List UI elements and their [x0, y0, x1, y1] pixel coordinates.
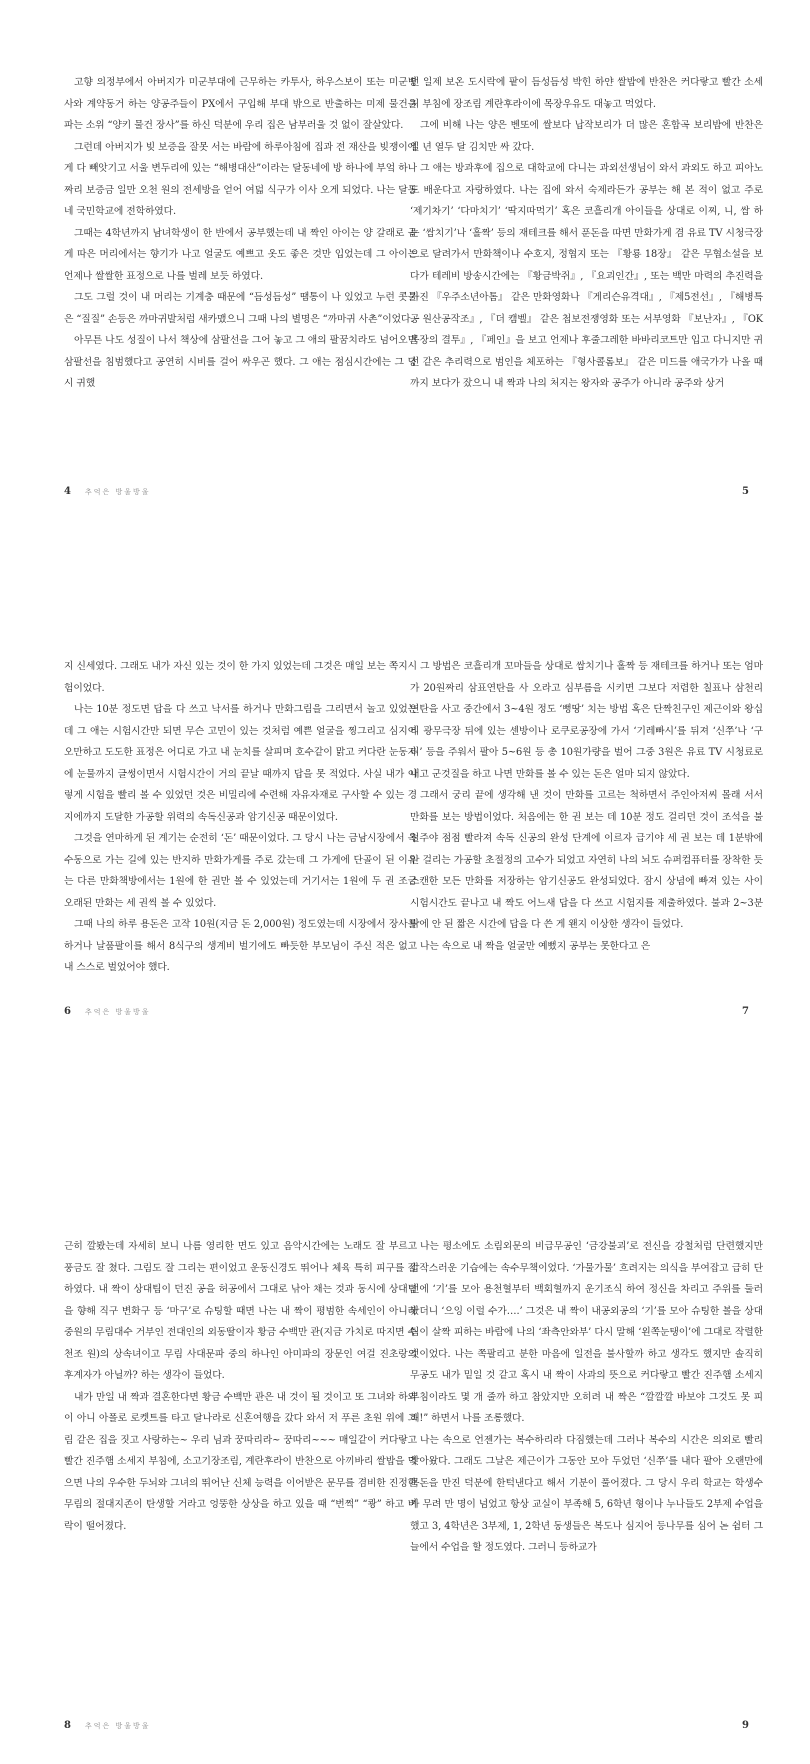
paragraph: 나는 10분 정도면 답을 다 쓰고 낙서를 하거나 만화그림을 그리면서 놀고 있었는데 그 애는 시험시간만 되면 무슨 고민이 있는 것처럼 예쁜 얼굴을 찡그리고 심지어 오만하고 도도한 표정은 어디로 가고 내 눈치를 살피며 호수같이 맑고 커다란 눈동자에 눈물까지 글썽이면서 시험시간이 거의 끝날 때까지 답을 못 적었다. 사실 내가 이렇게 시험을 빨리 볼 수 있었던 것은 비밀리에 수련해 자유자재로 구사할 수 있는 경지에까지 도달한 가공할 위력의 속독신공과 암기신공 때문이었다. — [64, 704, 417, 823]
page-4 — [64, 72, 417, 395]
paragraph: 지 신세였다. 그래도 내가 자신 있는 것이 한 가지 있었는데 그것은 매일 보는 쪽지시험이었다. — [64, 661, 417, 694]
paragraph: 그때 나의 하루 용돈은 고작 10원(지금 돈 2,000원) 정도였는데 시장에서 장사를 하거나 날품팔이를 해서 8식구의 생계비 벌기에도 빠듯한 부모님이 주신 적은 없고 내 스스로 벌었어야 했다. — [64, 919, 417, 973]
page-footer-5 — [742, 486, 749, 497]
running-title: 추억은 방울방울 — [84, 1008, 151, 1016]
paragraph: 던 일제 보온 도시락에 팥이 듬성듬성 박힌 하얀 쌀밥에 반찬은 커다랗고 빨간 소세지 부침에 장조림 계란후라이에 목장우유도 대놓고 먹었다. — [410, 77, 763, 110]
page-footer-6 — [64, 1006, 151, 1017]
page-number: 9 — [742, 1720, 749, 1731]
paragraph: 내가 만일 내 짝과 결혼한다면 황금 수백만 관은 내 것이 될 것이고 또 그녀와 하와이 아니 아폴로 로켓트를 타고 달나라로 신혼여행을 갔다 와서 저 푸른 초원 위에 그림 같은 집을 짓고 사랑하는~ 우리 님과 꿍따리라~ 꿍따리~~~ 매일같이 커다랗고 빨간 진주햄 소세지 부침에, 소고기장조림, 계란후라이 반찬으로 아끼바리 쌀밥을 먹으면 나의 우수한 두뇌와 그녀의 뛰어난 신체 능력을 이어받은 문무를 겸비한 진정한 무림의 절대지존이 탄생할 거라고 엉뚱한 상상을 하고 있을 때 “번쩍” “쾅” 하고 벼락이 떨어졌다. — [64, 1391, 417, 1532]
page-6 — [64, 656, 417, 979]
paragraph: 그 애는 방과후에 집으로 대학교에 다니는 과외선생님이 와서 과외도 하고 피아노도 배운다고 자랑하였다. 나는 집에 와서 숙제라든가 공부는 해 본 적이 없고 주로 ‘제기차기’ ‘다마치기’ ‘딱지따먹기’ 혹은 코흘리개 아이들을 상대로 이찌, 니, 쌈 하는 ‘쌈치기’나 ‘홀짝’ 등의 재테크를 해서 푼돈을 따면 만화가게 겸 유료 TV 시청극장으로 달려가서 만화책이나 수호지, 정협지 또는 『황룡 18장』 같은 무협소설을 보다가 테레비 방송시간에는 『황금박쥐』, 『요괴인간』, 또는 백만 마력의 추진력을 가진 『우주소년아톰』 같은 만화영화나 『게리슨유격대』, 『제5전선』, 『해병특공 원산공작조』, 『더 캠벨』 같은 첩보전쟁영화 또는 서부영화 『보난자』, 『OK목장의 결투』, 『페인』을 보고 언제나 후줄그레한 바바리코트만 입고 다니지만 귀신 같은 추리력으로 범인을 체포하는 『형사콜롬보』 같은 미드를 애국가가 나올 때까지 보다가 잤으니 내 짝과 나의 처지는 왕자와 공주가 아니라 공주와 상거 — [410, 163, 763, 389]
page-number: 5 — [742, 486, 749, 497]
paragraph: 그런데 아버지가 빚 보증을 잘못 서는 바람에 하루아침에 집과 전 재산을 빚쟁이에게 다 빼앗기고 서울 변두리에 있는 “해병대산”이라는 달동네에 방 하나에 부엌 하나짜리 보증금 일만 오천 원의 전세방을 얻어 여덟 식구가 이사 오게 되었다. 나는 달동네 국민학교에 전학하였다. — [64, 141, 417, 217]
paragraph: 그래서 궁리 끝에 생각해 낸 것이 만화를 고르는 척하면서 주인아저씨 몰래 서서 만화를 보는 방법이었다. 처음에는 한 권 보는 데 10분 정도 걸리던 것이 조석을 불철주야 점점 빨라져 속독 신공의 완성 단계에 이르자 급기야 세 권 보는 데 1분밖에 안 걸리는 가공할 초절정의 고수가 되었고 자연히 나의 뇌도 슈퍼컴퓨터를 장착한 듯 스캔한 모든 만화를 저장하는 암기신공도 완성되었다. 잠시 상념에 빠져 있는 사이 시험시간도 끝나고 내 짝도 어느새 답을 다 쓰고 시험지를 제출하였다. 불과 2~3분밖에 안 된 짧은 시간에 답을 다 쓴 게 왠지 이상한 생각이 들었다. — [410, 790, 763, 930]
paragraph: 나는 평소에도 소림외문의 비급무공인 ‘금강불괴’로 전신을 강철처럼 단련했지만 갑작스러운 기습에는 속수무책이었다. ‘가물가물’ 흐려지는 의식을 부여잡고 급히 단전에 ‘기’를 모아 용천혈부터 백회혈까지 운기조식 하여 정신을 차리고 주위를 둘러봤더니 ‘으잉 이럴 수가….’ 그것은 내 짝이 내공외공의 ‘기’를 모아 슈팅한 볼을 상대팀이 살짝 피하는 바람에 나의 ‘좌측안와부’ 다시 말해 ‘왼쪽눈탱이’에 그대로 작렬한 것이었다. 나는 쪽팔리고 분한 마음에 일전을 불사할까 하고 생각도 했지만 솔직히 무공도 내가 밑일 것 같고 혹시 내 짝이 사과의 뜻으로 커다랗고 빨간 진주햄 소세지 부침이라도 몇 개 줄까 하고 참았지만 오히려 내 짝은 “깔깔깔 바보야 그것도 못 피해!” 하면서 나를 조롱했다. — [410, 1241, 763, 1424]
page-7 — [410, 656, 763, 957]
page-number: 7 — [742, 1006, 749, 1017]
paragraph: 그 방법은 코흘리개 꼬마들을 상대로 쌈치기나 홀짝 등 재테크를 하거나 또는 엄마가 20원짜리 삼표연탄을 사 오라고 심부름을 시키면 그보다 저렴한 칠표나 삼천리 연탄을 사고 중간에서 3~4원 정도 ‘뻥땅’ 치는 방법 혹은 단짝친구인 제근이와 왕십리 광무극장 뒤에 있는 센방이나 로쿠로공장에 가서 ‘기레빠시’를 뒤져 ‘신쭈’나 ‘구리’ 등을 주워서 팔아 5~6원 등 총 10원가량을 벌어 그중 3원은 유료 TV 시청료로 내고 군것질을 하고 나면 만화를 볼 수 있는 돈은 얼마 되지 않았다. — [410, 661, 763, 780]
page-footer-4 — [64, 486, 151, 497]
page-number: 6 — [64, 1006, 71, 1017]
running-title: 추억은 방울방울 — [84, 1722, 151, 1730]
page-8 — [64, 1236, 417, 1537]
paragraph: 나는 속으로 내 짝을 얼굴만 예뻤지 공부는 못한다고 은 — [420, 940, 651, 952]
paragraph: 근히 깔봤는데 자세히 보니 나름 영리한 면도 있고 음악시간에는 노래도 잘 부르고 풍금도 잘 쳤다. 그림도 잘 그리는 편이었고 운동신경도 뛰어나 체육 특히 피구를 잘하였다. 내 짝이 상대팀이 던진 공을 허공에서 그대로 낚아 채는 것과 동시에 상대팀을 향해 직구 변화구 등 ‘마구’로 슈팅할 때면 나는 내 짝이 평범한 속세인이 아니라 중원의 무림대수 거부인 전대인의 외동딸이자 황금 수백만 관(지금 가치로 따지면 수천조 원)의 상속녀이고 무림 사대문파 중의 하나인 아미파의 장문인 여걸 진초랑의 후계자가 아닐까? 하는 생각이 들었다. — [64, 1241, 417, 1381]
paragraph: 그에 비해 나는 양은 벤또에 쌀보다 납작보리가 더 많은 혼합곡 보리밥에 반찬은 일 년 열두 달 김치만 싸 갔다. — [410, 120, 763, 153]
page-number: 4 — [64, 486, 71, 497]
paragraph: 나는 속으로 언젠가는 복수하리라 다짐했는데 그러나 복수의 시간은 의외로 빨리 찾아왔다. 그래도 그날은 제근이가 그동안 모아 두었던 ‘신쭈’를 내다 팔아 오랜만에 목돈을 만진 덕분에 한턱낸다고 해서 기분이 풀어졌다. 그 당시 우리 학교는 학생수가 무려 만 명이 넘었고 항상 교실이 부족해 5, 6학년 형이나 누나들도 2부제 수업을 했고 3, 4학년은 3부제, 1, 2학년 동생들은 복도나 심지어 등나무를 심어 논 쉼터 그늘에서 수업을 할 정도였다. 그러니 등하교가 — [410, 1434, 763, 1553]
paragraph: 그때는 4학년까지 남녀학생이 한 반에서 공부했는데 내 짝인 아이는 양 갈래로 곱게 따은 머리에서는 향기가 나고 얼굴도 예쁘고 옷도 좋은 것만 입었는데 그 아이는 언제나 쌀쌀한 표정으로 나를 벌레 보듯 하였다. — [64, 227, 417, 282]
page-footer-8 — [64, 1720, 151, 1731]
page-footer-9 — [742, 1720, 749, 1731]
paragraph: 고향 의정부에서 아버지가 미군부대에 근무하는 카투사, 하우스보이 또는 미군병사와 계약동거 하는 양공주들이 PX에서 구입해 부대 밖으로 반출하는 미제 물건을 파는 소위 “양키 물건 장사”를 하신 덕분에 우리 집은 남부러울 것 없이 잘살았다. — [64, 77, 417, 131]
page-footer-7 — [742, 1006, 749, 1017]
paragraph: 아무튼 나도 성질이 나서 책상에 삼팔선을 그어 놓고 그 애의 팔꿈치라도 넘어오면 삼팔선을 침범했다고 공연히 시비를 걸어 싸우곤 했다. 그 애는 점심시간에는 그 당시 귀했 — [64, 335, 417, 389]
page-9 — [410, 1236, 763, 1559]
paragraph: 그것을 연마하게 된 계기는 순전히 ‘돈’ 때문이었다. 그 당시 나는 금남시장에서 옥수동으로 가는 길에 있는 반지하 만화가게를 주로 갔는데 그 가게에 단골이 된 이유는 다른 만화책방에서는 1원에 한 권만 볼 수 있었는데 거기서는 1원에 두 권 조금 오래된 만화는 세 권씩 볼 수 있었다. — [64, 833, 417, 909]
paragraph: 그도 그럴 것이 내 머리는 기계충 때문에 “듬성듬성” 땜통이 나 있었고 누런 콧물은 “질질” 손등은 까마귀발처럼 새카맸으니 그때 나의 별명은 “까마귀 사촌”이었다. — [64, 292, 417, 325]
running-title: 추억은 방울방울 — [84, 488, 151, 496]
page-5 — [410, 72, 763, 395]
page-number: 8 — [64, 1720, 71, 1731]
